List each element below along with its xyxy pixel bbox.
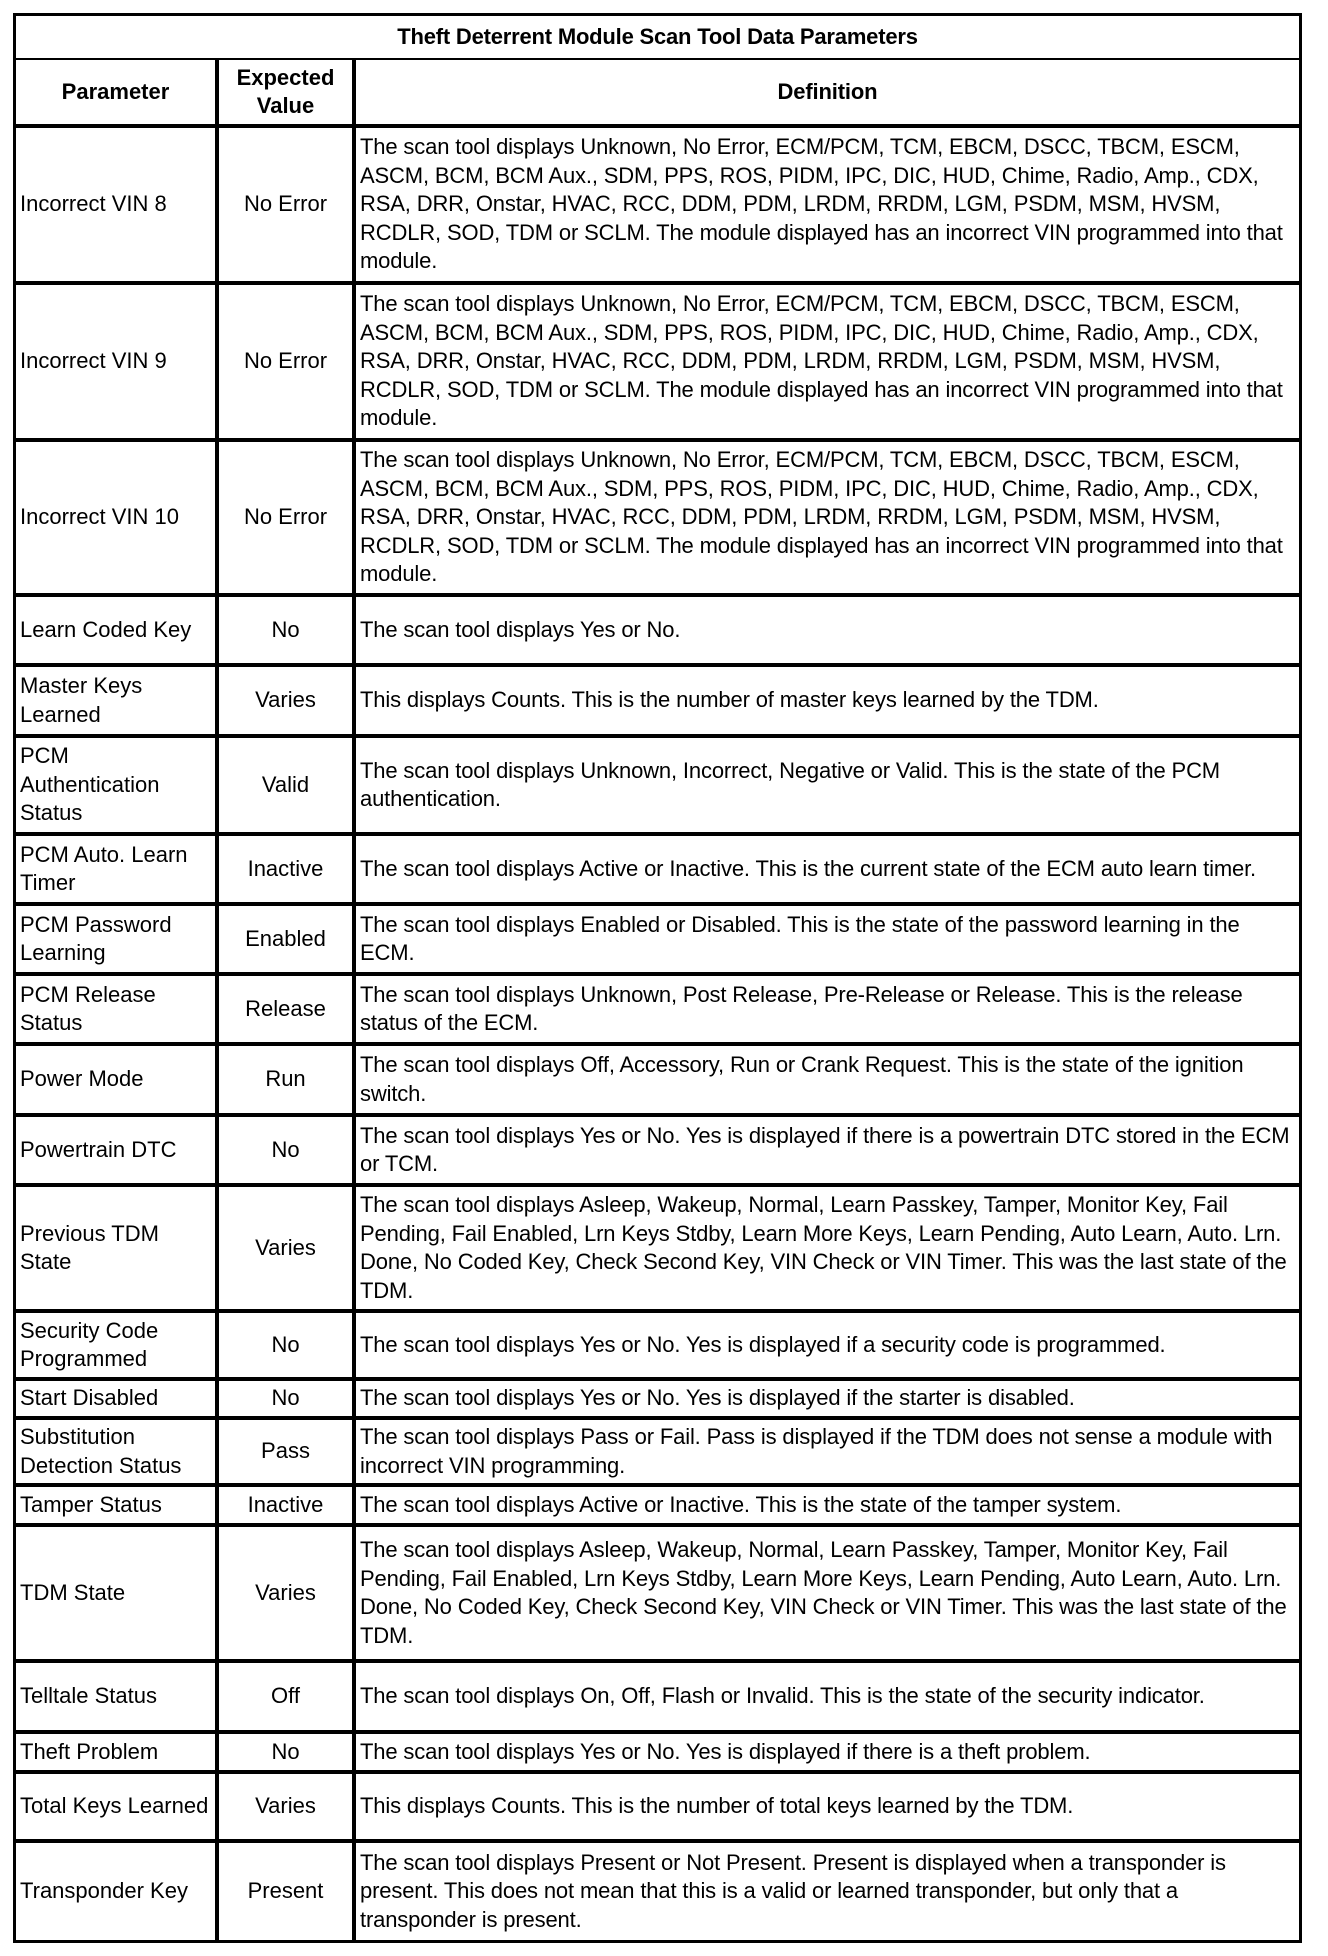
parameter-cell: Tamper Status (16, 1487, 219, 1523)
definition-cell: The scan tool displays Present or Not Present. Present is displayed when a transponder is present. This does not mean that this is a valid or learned transponder, but only that a transponder is present. (360, 1849, 1226, 1932)
expected-value-cell: Valid (219, 738, 356, 832)
header-parameter: Parameter (16, 60, 219, 124)
expected-value-cell: Pass (219, 1420, 356, 1483)
parameter-cell: PCM Release Status (16, 976, 219, 1042)
expected-value-cell: No (219, 597, 356, 663)
definition-cell: The scan tool displays Asleep, Wakeup, Normal, Learn Passkey, Tamper, Monitor Key, Fail Pending, Fail Enabled, Lrn Keys Stdby, Learn More Keys, Learn Pending, Auto Learn, Auto. Lrn. Done, No Coded Key, Check Second Key, VIN Check or VIN Timer. This was the last state of the TDM. (360, 1537, 1287, 1648)
parameter-cell: Telltale Status (16, 1663, 219, 1730)
expected-value-cell: Varies (219, 667, 356, 734)
expected-value-cell: No Error (219, 128, 356, 281)
parameter-cell: Incorrect VIN 8 (16, 128, 219, 281)
table-title: Theft Deterrent Module Scan Tool Data Parameters (16, 16, 1299, 60)
parameter-cell: Substitution Detection Status (16, 1420, 219, 1483)
table-row (16, 1734, 1299, 1774)
table-row (16, 1420, 1299, 1487)
definition-cell: The scan tool displays Pass or Fail. Pass is displayed if the TDM does not sense a module with incorrect VIN programming. (360, 1424, 1273, 1478)
definition-cell: The scan tool displays Active or Inactive. This is the current state of the ECM auto learn timer. (360, 855, 1257, 881)
parameter-cell: Total Keys Learned (16, 1774, 219, 1839)
expected-value-cell: No Error (219, 285, 356, 438)
table-row (16, 1187, 1299, 1313)
expected-value-cell: Inactive (219, 836, 356, 902)
parameter-cell: Theft Problem (16, 1734, 219, 1770)
expected-value-cell: Run (219, 1046, 356, 1113)
header-expected-value: Expected Value (219, 60, 356, 124)
parameter-cell: Start Disabled (16, 1381, 219, 1416)
table-row (16, 738, 1299, 836)
definition-cell: The scan tool displays Unknown, No Error, ECM/PCM, TCM, EBCM, DSCC, TBCM, ESCM, ASCM, BCM, BCM Aux., SDM, PPS, ROS, PIDM, IPC, DIC, HUD, Chime, Radio, Amp., CDX, RSA, DRR, Onstar, HVAC, RCC, DDM, PDM, LRDM, RRDM, LGM, PSDM, MSM, HVSM, RCDLR, SOD, TDM or SCLM. The module displayed has an incorrect VIN programmed into that module. (360, 134, 1283, 274)
expected-value-cell: Varies (219, 1527, 356, 1659)
parameter-cell: TDM State (16, 1527, 219, 1659)
table-row (16, 1313, 1299, 1381)
parameter-cell: Transponder Key (16, 1843, 219, 1940)
definition-cell: The scan tool displays On, Off, Flash or Invalid. This is the state of the security indicator. (360, 1683, 1205, 1709)
definition-cell: The scan tool displays Yes or No. Yes is displayed if there is a powertrain DTC stored in the ECM or TCM. (360, 1122, 1290, 1176)
table-row (16, 1046, 1299, 1117)
parameter-cell: Security Code Programmed (16, 1313, 219, 1377)
definition-cell: The scan tool displays Yes or No. Yes is displayed if a security code is programmed. (360, 1331, 1166, 1357)
expected-value-cell: Release (219, 976, 356, 1042)
definition-cell: The scan tool displays Unknown, Post Release, Pre-Release or Release. This is the release status of the ECM. (360, 981, 1243, 1035)
expected-value-cell: No (219, 1117, 356, 1183)
expected-value-cell: Enabled (219, 906, 356, 972)
parameter-cell: Power Mode (16, 1046, 219, 1113)
parameter-cell: Incorrect VIN 9 (16, 285, 219, 438)
parameter-cell: PCM Authentication Status (16, 738, 219, 832)
table-row (16, 976, 1299, 1046)
definition-cell: The scan tool displays Asleep, Wakeup, Normal, Learn Passkey, Tamper, Monitor Key, Fail Pending, Fail Enabled, Lrn Keys Stdby, Learn More Keys, Learn Pending, Auto Learn, Auto. Lrn. Done, No Coded Key, Check Second Key, VIN Check or VIN Timer. This was the last state of the TDM. (360, 1192, 1287, 1303)
definition-cell: This displays Counts. This is the number of master keys learned by the TDM. (360, 687, 1099, 713)
definition-cell: The scan tool displays Yes or No. Yes is displayed if the starter is disabled. (360, 1385, 1075, 1411)
parameter-cell: Incorrect VIN 10 (16, 442, 219, 593)
expected-value-cell: No (219, 1381, 356, 1416)
table-row (16, 836, 1299, 906)
table-row (16, 667, 1299, 738)
definition-cell: The scan tool displays Yes or No. (360, 616, 681, 642)
expected-value-cell: No (219, 1313, 356, 1377)
parameter-cell: PCM Auto. Learn Timer (16, 836, 219, 902)
expected-value-cell: No Error (219, 442, 356, 593)
table-row (16, 1527, 1299, 1663)
table-row (16, 128, 1299, 285)
definition-cell: The scan tool displays Off, Accessory, Run or Crank Request. This is the state of the ignition switch. (360, 1052, 1244, 1106)
definition-cell: The scan tool displays Active or Inactive. This is the state of the tamper system. (360, 1491, 1122, 1517)
table-row (16, 1117, 1299, 1187)
definition-cell: The scan tool displays Unknown, No Error, ECM/PCM, TCM, EBCM, DSCC, TBCM, ESCM, ASCM, BCM, BCM Aux., SDM, PPS, ROS, PIDM, IPC, DIC, HUD, Chime, Radio, Amp., CDX, RSA, DRR, Onstar, HVAC, RCC, DDM, PDM, LRDM, RRDM, LGM, PSDM, MSM, HVSM, RCDLR, SOD, TDM or SCLM. The module displayed has an incorrect VIN programmed into that module. (360, 447, 1283, 587)
expected-value-cell: Varies (219, 1187, 356, 1309)
table-row (16, 1487, 1299, 1527)
table-row (16, 442, 1299, 597)
parameter-cell: Learn Coded Key (16, 597, 219, 663)
expected-value-cell: Present (219, 1843, 356, 1940)
definition-cell: The scan tool displays Enabled or Disabled. This is the state of the password learning in the ECM. (360, 911, 1240, 965)
table-row (16, 1774, 1299, 1843)
expected-value-cell: No (219, 1734, 356, 1770)
header-definition: Definition (777, 78, 878, 104)
table-row (16, 1663, 1299, 1734)
table-row (16, 285, 1299, 442)
table-row (16, 1381, 1299, 1420)
parameter-cell: Powertrain DTC (16, 1117, 219, 1183)
expected-value-cell: Inactive (219, 1487, 356, 1523)
table-row (16, 906, 1299, 976)
parameter-cell: Master Keys Learned (16, 667, 219, 734)
header-row (16, 60, 1299, 128)
parameter-cell: Previous TDM State (16, 1187, 219, 1309)
definition-cell: The scan tool displays Yes or No. Yes is displayed if there is a theft problem. (360, 1738, 1091, 1764)
definition-cell: The scan tool displays Unknown, Incorrect, Negative or Valid. This is the state of the PCM authentication. (360, 757, 1220, 811)
definition-cell: The scan tool displays Unknown, No Error, ECM/PCM, TCM, EBCM, DSCC, TBCM, ESCM, ASCM, BCM, BCM Aux., SDM, PPS, ROS, PIDM, IPC, DIC, HUD, Chime, Radio, Amp., CDX, RSA, DRR, Onstar, HVAC, RCC, DDM, PDM, LRDM, RRDM, LGM, PSDM, MSM, HVSM, RCDLR, SOD, TDM or SCLM. The module displayed has an incorrect VIN programmed into that module. (360, 291, 1283, 431)
definition-cell: This displays Counts. This is the number of total keys learned by the TDM. (360, 1793, 1074, 1819)
scan-tool-data-table (13, 13, 1302, 1943)
parameter-cell: PCM Password Learning (16, 906, 219, 972)
expected-value-cell: Varies (219, 1774, 356, 1839)
table-row (16, 597, 1299, 667)
expected-value-cell: Off (219, 1663, 356, 1730)
table-row (16, 1843, 1299, 1940)
